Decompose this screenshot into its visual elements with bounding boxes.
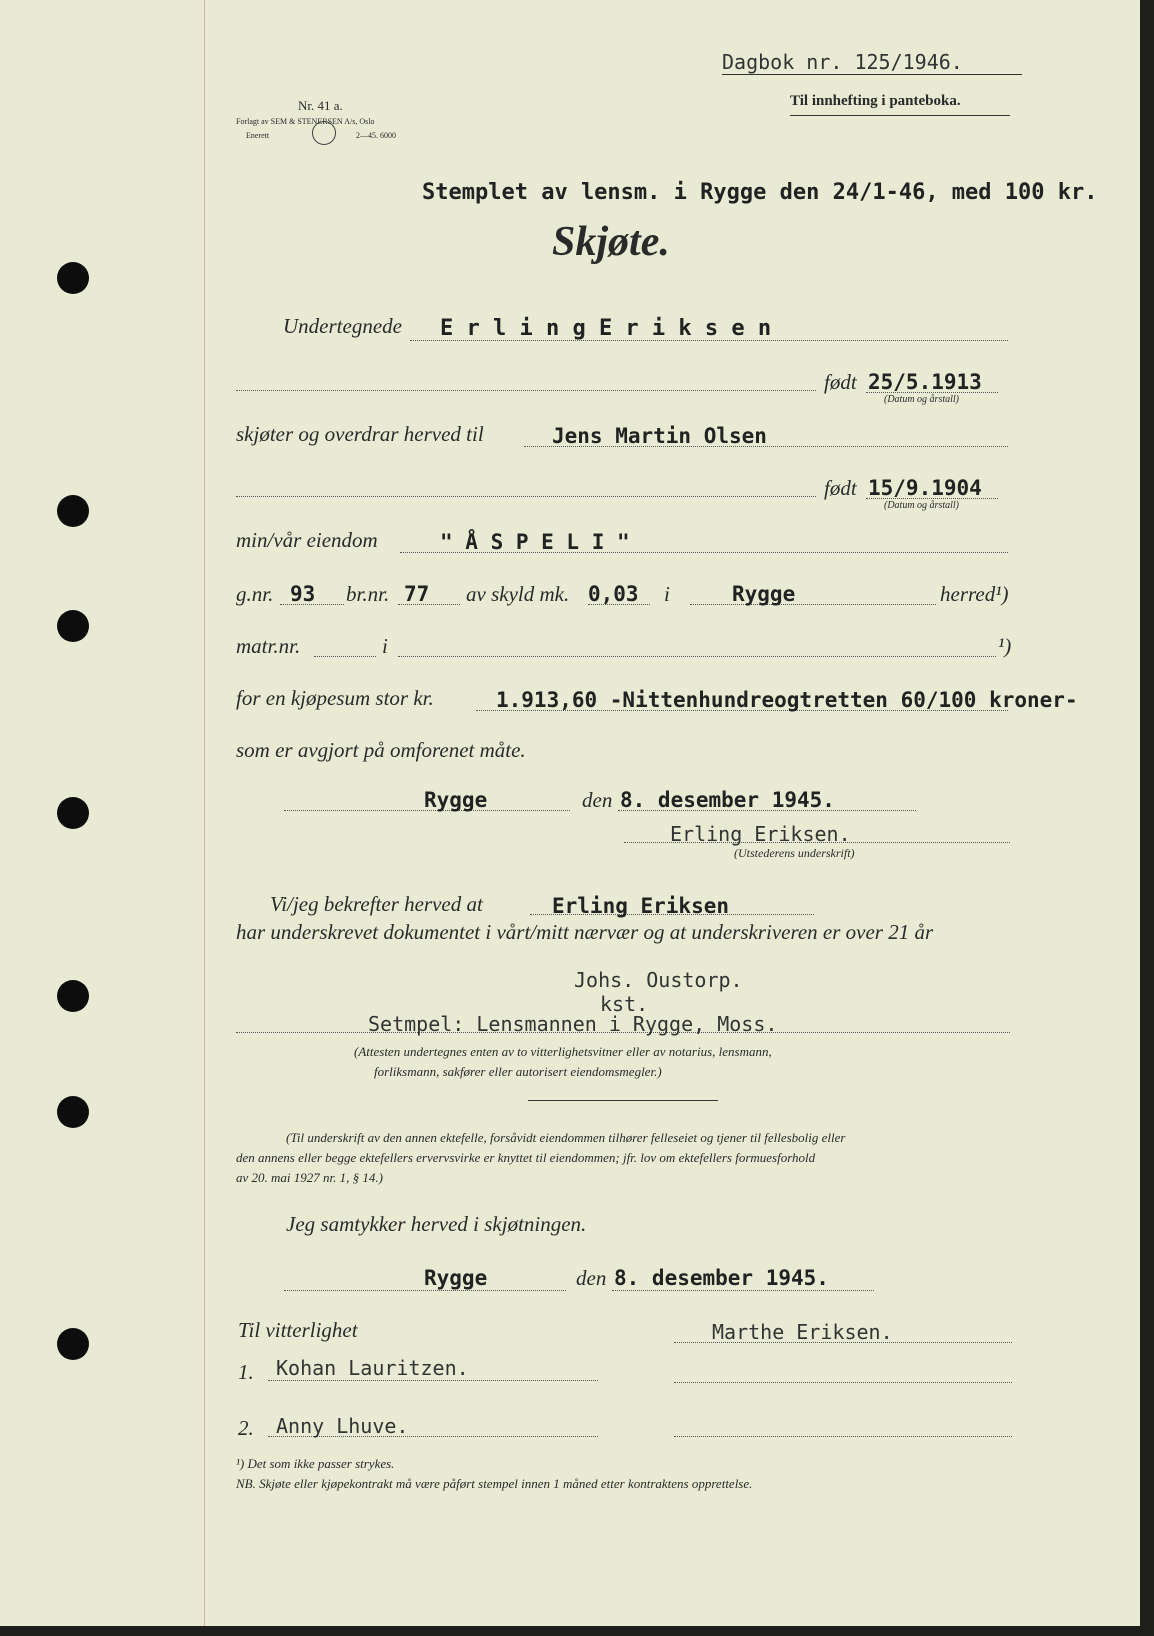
stamp-line: Stemplet av lensm. i Rygge den 24/1-46, med 100 kr.: [422, 180, 1098, 205]
property-name: " Å S P E L I ": [440, 530, 630, 554]
spouse-signature: Marthe Eriksen.: [712, 1320, 893, 1344]
eiendom-label: min/vår eiendom: [236, 528, 378, 552]
matr-i-label: i: [382, 634, 388, 658]
herred-label: herred¹): [940, 582, 1009, 606]
punch-hole: [57, 1328, 89, 1360]
witness-2-name: Anny Lhuve.: [276, 1414, 409, 1438]
publisher-line: Forlagt av SEM & STENERSEN A/s, Oslo: [236, 117, 375, 126]
buyer-born-date: 15/9.1904: [868, 476, 982, 500]
herred-name: Rygge: [732, 582, 796, 606]
witness-label: Til vitterlighet: [238, 1318, 358, 1342]
skjoter-label: skjøter og overdrar herved til: [236, 422, 484, 446]
spouse-note-2: den annens eller begge ektefellers ervervsvirke er knyttet til eiendommen; jfr. lov om ektefellers formuesforhold: [236, 1150, 816, 1165]
dagbok-number: Dagbok nr. 125/1946.: [722, 50, 963, 74]
witness-1-name: Kohan Lauritzen.: [276, 1356, 469, 1380]
til-innhefting: Til innhefting i panteboka.: [790, 93, 961, 109]
avgjort-text: som er avgjort på omforenet måte.: [236, 738, 526, 762]
punch-hole: [57, 262, 89, 294]
publisher-logo: [312, 121, 336, 145]
attest-name: Erling Eriksen: [552, 894, 730, 918]
punch-hole: [57, 797, 89, 829]
buyer-born-label: født: [824, 476, 857, 500]
seller-name: E r l i n g E r i k s e n: [440, 316, 772, 341]
attest-signer-title: kst.: [600, 992, 649, 1016]
form-number: Nr. 41 a.: [298, 98, 343, 113]
consent-place: Rygge: [424, 1266, 488, 1290]
publisher-code: 2—45. 6000: [356, 131, 396, 140]
footnote-nb: NB. Skjøte eller kjøpekontrakt må være påført stempel innen 1 måned etter kontraktens opprettelse.: [236, 1476, 753, 1491]
seller-born-date: 25/5.1913: [868, 370, 982, 394]
attest-prefix: Vi/jeg bekrefter herved at: [270, 892, 483, 916]
attest-note-2: forliksmann, sakfører eller autorisert eiendomsmegler.): [374, 1064, 662, 1079]
buyer-name: Jens Martin Olsen: [552, 424, 767, 448]
signing-date: 8. desember 1945.: [620, 788, 835, 812]
seller-born-label: født: [824, 370, 857, 394]
kjopesum-value: 1.913,60 -Nittenhundreogtretten 60/100 kroner-: [496, 688, 1078, 712]
attest-stamp: Setmpel: Lensmannen i Rygge, Moss.: [368, 1012, 778, 1036]
attest-line2: har underskrevet dokumentet i vårt/mitt nærvær og at underskriveren er over 21 år: [236, 920, 934, 944]
undertegnede-label: Undertegnede: [283, 314, 402, 338]
punch-hole: [57, 1096, 89, 1128]
punch-hole: [57, 980, 89, 1012]
attest-signer: Johs. Oustorp.: [574, 968, 743, 992]
innhefting-underline: [790, 115, 1010, 116]
margin-line: [204, 0, 205, 1626]
skyld-label: av skyld mk.: [466, 582, 570, 606]
attest-divider: [528, 1100, 718, 1101]
consent-date: 8. desember 1945.: [614, 1266, 829, 1290]
gnr-value: 93: [290, 582, 316, 606]
matr-note: ¹): [998, 634, 1012, 658]
spouse-note-3: av 20. mai 1927 nr. 1, § 14.): [236, 1170, 383, 1185]
document-title: Skjøte.: [552, 219, 670, 265]
punch-hole: [57, 495, 89, 527]
brnr-value: 77: [404, 582, 430, 606]
consent-text: Jeg samtykker herved i skjøtningen.: [286, 1212, 587, 1236]
dagbok-underline: [722, 74, 1022, 75]
kjopesum-label: for en kjøpesum stor kr.: [236, 686, 434, 710]
seller-date-caption: (Datum og årstall): [884, 394, 959, 405]
witness-2-number: 2.: [238, 1416, 254, 1440]
skyld-value: 0,03: [588, 582, 639, 606]
buyer-date-caption: (Datum og årstall): [884, 500, 959, 511]
gnr-label: g.nr.: [236, 582, 274, 606]
publisher-enerett: Enerett: [246, 131, 270, 140]
matr-label: matr.nr.: [236, 634, 301, 658]
signing-den-label: den: [582, 788, 613, 812]
witness-1-number: 1.: [238, 1360, 254, 1384]
brnr-label: br.nr.: [346, 582, 390, 606]
seller-signature: Erling Eriksen.: [670, 822, 851, 846]
consent-den-label: den: [576, 1266, 607, 1290]
signature-caption: (Utstederens underskrift): [734, 846, 855, 860]
footnote-1: ¹) Det som ikke passer strykes.: [236, 1456, 395, 1471]
punch-hole: [57, 610, 89, 642]
signing-place: Rygge: [424, 788, 488, 812]
attest-note-1: (Attesten undertegnes enten av to vitterlighetsvitner eller av notarius, lensmann,: [354, 1044, 772, 1059]
spouse-note-1: (Til underskrift av den annen ektefelle, forsåvidt eiendommen tilhører felleseiet og tjener til fellesbolig eller: [286, 1130, 846, 1145]
skyld-i-label: i: [664, 582, 670, 606]
